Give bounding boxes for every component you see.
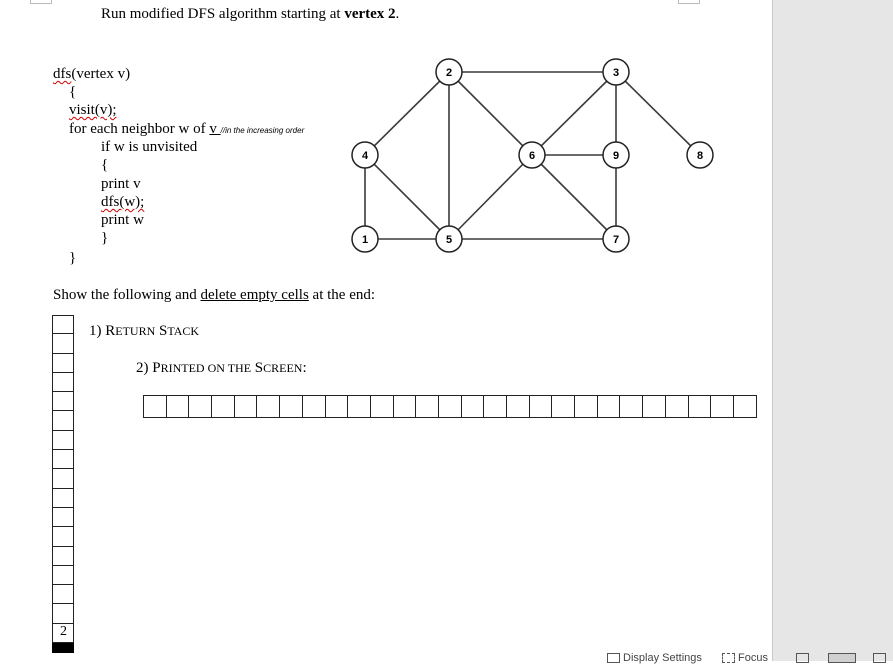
edge-5-6 [449, 155, 532, 239]
stack-cell [52, 547, 74, 566]
printed-cell[interactable] [212, 395, 235, 418]
printed-cell[interactable] [598, 395, 621, 418]
code-line-signature: dfs(vertex v) [53, 66, 131, 82]
printed-cell[interactable] [326, 395, 349, 418]
dfs-function-name: dfs [53, 66, 72, 82]
focus-icon [722, 653, 735, 663]
code-line-open-brace: { [69, 84, 77, 100]
order-comment: //in the increasing order [220, 126, 305, 135]
vertex-label: 3 [612, 67, 620, 79]
code-line-print-v: print v [101, 176, 141, 192]
edge-3-8 [616, 72, 700, 155]
printed-cell[interactable] [462, 395, 485, 418]
printed-cell[interactable] [643, 395, 666, 418]
stack-cell [52, 585, 74, 604]
printed-cell[interactable] [552, 395, 575, 418]
printed-cell[interactable] [167, 395, 190, 418]
code-line-print-w: print w [101, 212, 144, 228]
stack-cell [52, 315, 74, 334]
stack-cell [52, 469, 74, 488]
stack-cell [52, 604, 74, 623]
print-layout-icon[interactable] [828, 653, 856, 663]
edge-2-4 [365, 72, 449, 155]
read-mode-icon[interactable] [796, 653, 809, 663]
window-background [772, 0, 893, 661]
printed-cell[interactable] [394, 395, 417, 418]
margin-mark-right [678, 0, 700, 4]
vertex-2 [436, 59, 462, 85]
printed-cell[interactable] [439, 395, 462, 418]
printed-cell[interactable] [507, 395, 530, 418]
stack-cell [52, 489, 74, 508]
code-line-close-brace: } [69, 250, 77, 266]
edge-3-6 [532, 72, 616, 155]
stack-cell [52, 411, 74, 430]
edge-2-6 [449, 72, 532, 155]
code-line-recursive-call: dfs(w); [101, 194, 145, 210]
printed-cell[interactable] [575, 395, 598, 418]
printed-output-table [143, 395, 757, 418]
printed-cell[interactable] [620, 395, 643, 418]
printed-on-screen-heading: 2) PRINTED ON THE SCREEN: [136, 360, 307, 376]
code-line-for-each: for each neighbor w of v //in the increasing order [69, 121, 305, 137]
vertex-label: 6 [528, 150, 536, 162]
vertex-label: 4 [361, 150, 369, 162]
task-instruction: Run modified DFS algorithm starting at vertex 2. [101, 6, 400, 22]
stack-base-bar [52, 643, 74, 653]
stack-cell [52, 392, 74, 411]
display-settings-icon [607, 653, 620, 663]
vertex-label: 7 [612, 234, 620, 246]
stack-cell [52, 527, 74, 546]
printed-cell[interactable] [530, 395, 553, 418]
vertex-label: 9 [612, 150, 620, 162]
delete-cells-instruction: Show the following and delete empty cells at the end: [53, 287, 376, 303]
code-line-inner-open-brace: { [101, 157, 109, 173]
graph-nodes [352, 59, 713, 252]
vertex-label: 1 [361, 234, 369, 246]
printed-cell[interactable] [303, 395, 326, 418]
focus-button[interactable]: Focus [738, 652, 768, 664]
stack-cell [52, 450, 74, 469]
vertex-label: 5 [445, 234, 453, 246]
vertex-label: 2 [445, 67, 453, 79]
vertex-8 [687, 142, 713, 168]
return-stack-table [52, 315, 74, 653]
code-line-if-unvisited: if w is unvisited [101, 139, 198, 155]
printed-cell[interactable] [371, 395, 394, 418]
display-settings-button[interactable]: Display Settings [623, 652, 702, 664]
printed-cell[interactable] [689, 395, 712, 418]
vertex-9 [603, 142, 629, 168]
stack-cell [52, 431, 74, 450]
stack-cell [52, 508, 74, 527]
printed-cell[interactable] [189, 395, 212, 418]
edge-6-7 [532, 155, 616, 239]
margin-mark-left [30, 0, 52, 4]
stack-cell [52, 354, 74, 373]
code-line-visit: visit(v); [69, 102, 117, 118]
vertex-3 [603, 59, 629, 85]
return-stack-heading: 1) RETURN STACK [89, 323, 200, 339]
printed-cell[interactable] [484, 395, 507, 418]
vertex-5 [436, 226, 462, 252]
printed-cell[interactable] [280, 395, 303, 418]
stack-cell [52, 566, 74, 585]
printed-cell[interactable] [711, 395, 734, 418]
stack-cell [52, 334, 74, 353]
vertex-label: 8 [696, 150, 704, 162]
printed-cell[interactable] [235, 395, 258, 418]
printed-cell[interactable] [144, 395, 167, 418]
vertex-7 [603, 226, 629, 252]
code-line-inner-close-brace: } [101, 230, 109, 246]
vertex-4 [352, 142, 378, 168]
printed-cell[interactable] [348, 395, 371, 418]
printed-cell[interactable] [734, 395, 757, 418]
vertex-6 [519, 142, 545, 168]
printed-cell[interactable] [666, 395, 689, 418]
vertex-1 [352, 226, 378, 252]
dfs-graph [340, 52, 730, 262]
stack-cell [52, 373, 74, 392]
printed-cell[interactable] [257, 395, 280, 418]
edge-4-5 [365, 155, 449, 239]
stack-bottom-cell: 2 [52, 624, 74, 643]
printed-cell[interactable] [416, 395, 439, 418]
loop-vertex-v: v [209, 121, 221, 137]
web-layout-icon[interactable] [873, 653, 886, 663]
